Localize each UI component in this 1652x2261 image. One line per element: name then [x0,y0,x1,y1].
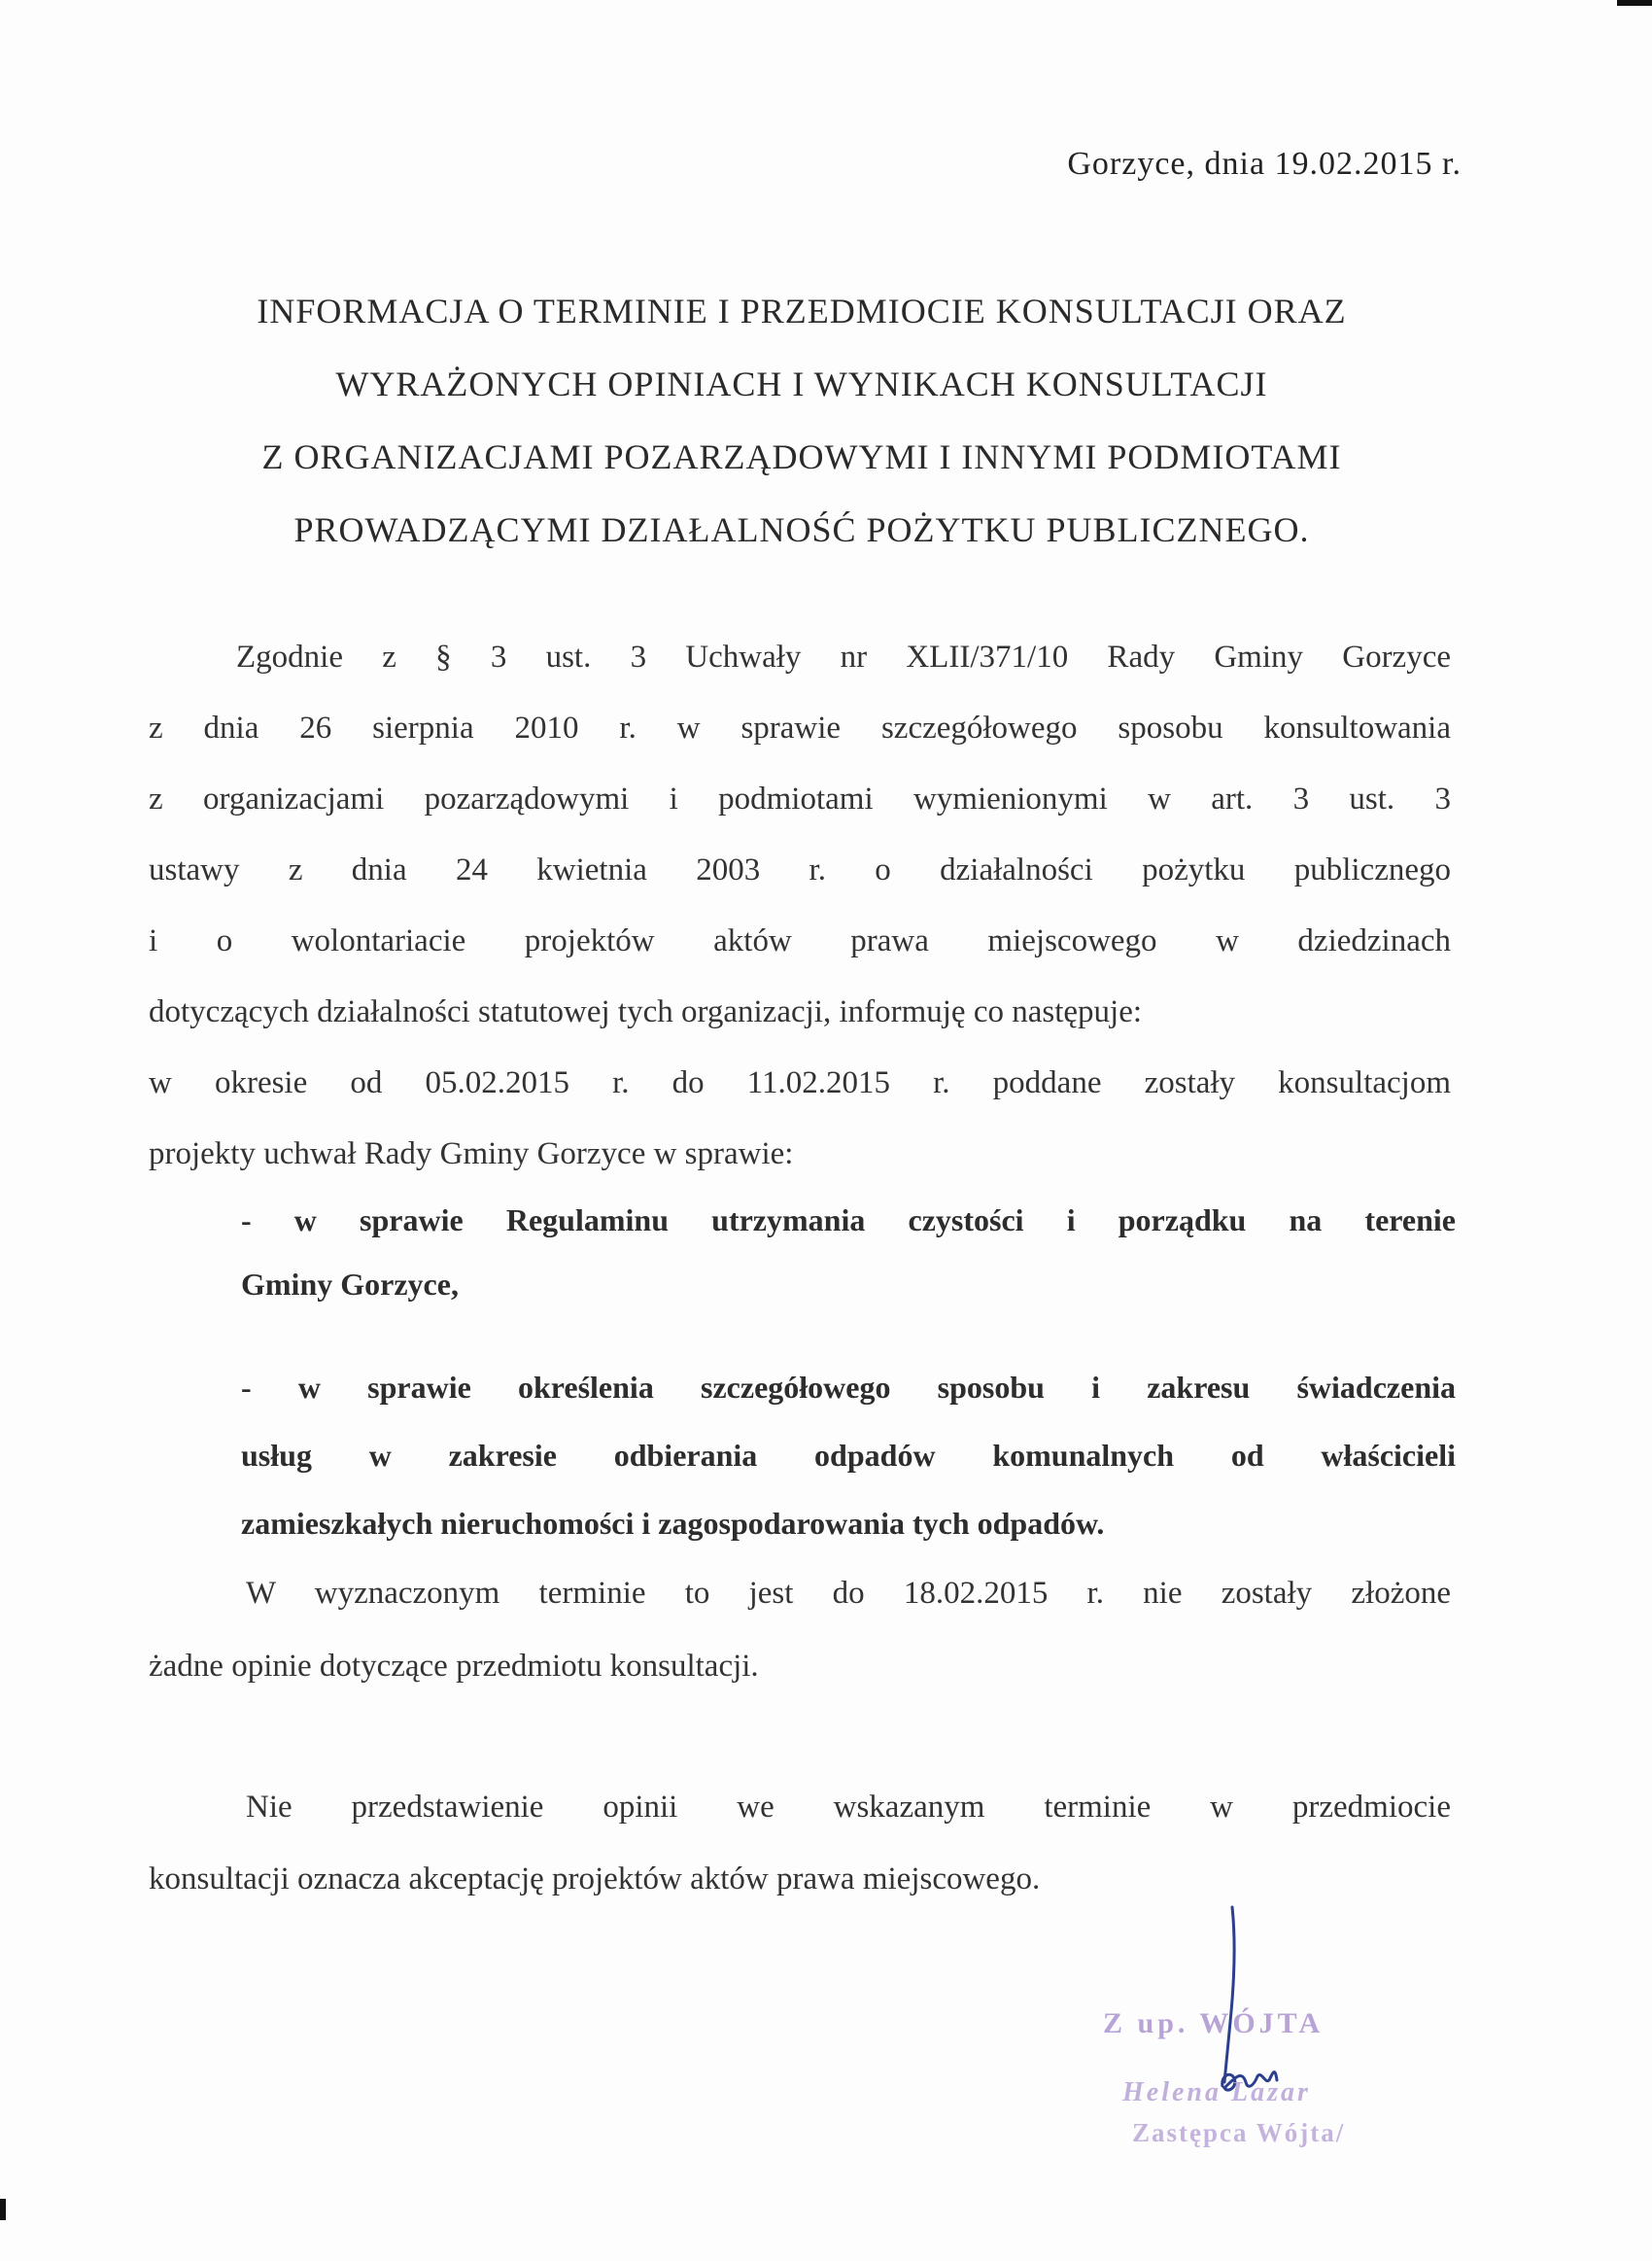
bullet-item-odpady [241,1353,1456,1557]
paragraph-no-opinions [149,1557,1451,1703]
title-line: Z ORGANIZACJAMI POZARZĄDOWYMI I INNYMI PODMIOTAMI [261,437,1342,476]
document-date: Gorzyce, dnia 19.02.2015 r. [1067,146,1462,182]
scan-edge-mark-bottom [0,2199,6,2220]
scan-edge-mark-top [1617,0,1652,6]
bullet-line: - w sprawie Regulaminu utrzymania czystości i porządku na terenie [241,1202,1456,1237]
bullet-line: - w sprawie określenia szczegółowego sposobu i zakresu świadczenia [241,1370,1456,1405]
title-line: WYRAŻONYCH OPINIACH I WYNIKACH KONSULTACJI [335,365,1268,403]
paragraph-line: Nie przedstawienie opinii we wskazanym terminie w przedmiocie [246,1790,1451,1825]
paragraph-line: w okresie od 05.02.2015 r. do 11.02.2015 r. poddane zostały konsultacjom [149,1065,1451,1100]
bullet-line: Gminy Gorzyce, [241,1267,459,1302]
stamp-line: Helena Lazar [1122,2077,1311,2107]
paragraph-line: z dnia 26 sierpnia 2010 r. w sprawie szczegółowego sposobu konsultowania [149,711,1451,746]
paragraph-legal-basis [149,622,1451,1190]
paragraph-line: projekty uchwał Rady Gminy Gorzyce w sprawie: [149,1136,794,1171]
paragraph-line: Zgodnie z § 3 ust. 3 Uchwały nr XLII/371/10 Rady Gminy Gorzyce [236,640,1451,675]
official-stamp [1103,1998,1414,2163]
paragraph-line: W wyznaczonym terminie to jest do 18.02.2015 r. nie zostały złożone [246,1576,1451,1611]
title-line: INFORMACJA O TERMINIE I PRZEDMIOCIE KONSULTACJI ORAZ [257,292,1347,330]
title-line: PROWADZĄCYMI DZIAŁALNOŚĆ POŻYTKU PUBLICZNEGO. [293,510,1310,549]
paragraph-line: żadne opinie dotyczące przedmiotu konsultacji. [149,1649,759,1684]
bullet-line: usług w zakresie odbierania odpadów komunalnych od właścicieli [241,1438,1456,1473]
paragraph-line: dotyczących działalności statutowej tych organizacji, informuję co następuje: [149,994,1143,1029]
paragraph-line: konsultacji oznacza akceptację projektów aktów prawa miejscowego. [149,1861,1041,1896]
bullet-item-regulamin [241,1188,1456,1316]
bullet-line: zamieszkałych nieruchomości i zagospodarowania tych odpadów. [241,1506,1105,1541]
paragraph-line: i o wolontariacie projektów aktów prawa miejscowego w dziedzinach [149,923,1451,958]
paragraph-line: z organizacjami pozarządowymi i podmiotami wymienionymi w art. 3 ust. 3 [149,782,1451,817]
paragraph-line: ustawy z dnia 24 kwietnia 2003 r. o działalności pożytku publicznego [149,852,1451,887]
document-title [136,275,1467,567]
stamp-line: Zastępca Wójta/ [1132,2118,1346,2147]
stamp-line: Z up. WÓJTA [1103,2007,1325,2039]
paragraph-acceptance [149,1771,1451,1915]
